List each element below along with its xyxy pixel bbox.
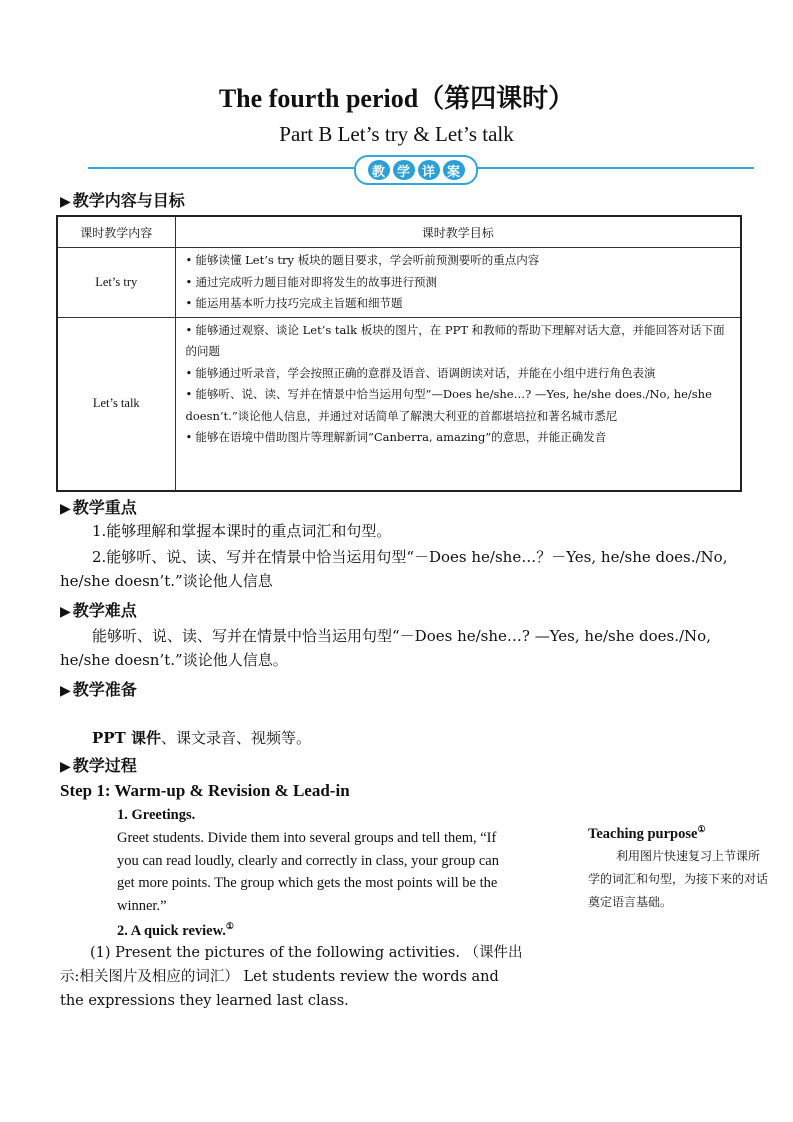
banner-char: 案 [443, 160, 465, 180]
table-row [57, 317, 741, 491]
review-title: 2. A quick review.① [117, 921, 234, 939]
triangle-bullet-icon: ▶ [60, 194, 71, 210]
lesson-cell: Let’s try [57, 248, 175, 318]
section-heading: ▶ 教学难点 [60, 601, 137, 620]
paragraph: 1.能够理解和掌握本课时的重点词汇和句型。 [92, 522, 392, 540]
goal-item: • 能运用基本听力技巧完成主旨题和细节题 [185, 296, 403, 310]
table-header-cell: 课时教学目标 [175, 216, 741, 248]
review-text: (1) Present the pictures of the following activities. （课件出示:相关图片及相应的词汇） Let students review the words and the expressions they learned last class. [60, 945, 523, 1009]
goal-item: • 通过完成听力题目能对即将发生的故事进行预测 [185, 274, 437, 289]
goal-item: • 能够听、说、读、写并在情景中恰当运用句型“—Does he/she…? —Yes, he/she does./No, he/she doesn’t.”谈论他人信息，并通过对话简单了解澳大利亚的首都堪培拉和著名城市悉尼 [185, 387, 712, 423]
page-title: The fourth period（第四课时） [218, 84, 575, 113]
paragraph: 能够听、说、读、写并在情景中恰当运用句型“－Does he/she…? —Yes, he/she does./No, he/she doesn’t.”谈论他人信息。 [60, 627, 711, 669]
teaching-plan-banner [354, 155, 478, 185]
triangle-bullet-icon: ▶ [60, 604, 71, 620]
objectives-table [56, 215, 742, 492]
paragraph: PPT 课件、课文录音、视频等。 [92, 729, 311, 747]
page-subtitle: Part B Let’s try & Let’s talk [279, 122, 514, 146]
paragraph: 2.能够听、说、读、写并在情景中恰当运用句型“－Does he/she…？－Yes, he/she does./No, he/she doesn’t.”谈论他人信息 [60, 548, 728, 590]
sidebar-title: Teaching purpose① [588, 824, 706, 842]
table-header-cell: 课时教学内容 [57, 216, 175, 248]
lesson-cell: Let’s talk [57, 317, 175, 491]
banner-line-left [88, 167, 354, 169]
triangle-bullet-icon: ▶ [60, 501, 71, 517]
goals-cell [175, 317, 741, 491]
step-title: Step 1: Warm-up & Revision & Lead-in [60, 781, 350, 800]
goals-cell [175, 248, 741, 318]
triangle-bullet-icon: ▶ [60, 759, 71, 775]
banner-char: 教 [368, 160, 390, 180]
banner-char: 学 [393, 160, 415, 180]
banner-char: 详 [418, 160, 440, 180]
banner-line-right [474, 167, 754, 169]
section-heading: ▶ 教学准备 [60, 680, 137, 699]
section-heading: ▶ 教学内容与目标 [60, 191, 185, 210]
sidebar-text: 利用图片快速复习上节课所学的词汇和句型，为接下来的对话奠定语言基础。 [588, 849, 769, 909]
triangle-bullet-icon: ▶ [60, 683, 71, 699]
section-heading: ▶ 教学重点 [60, 498, 137, 517]
section-heading: ▶ 教学过程 [60, 756, 137, 775]
greetings-title: 1. Greetings. [117, 807, 196, 823]
table-header-row [57, 216, 741, 248]
goal-item: • 能够通过观察、谈论 Let’s talk 板块的图片，在 PPT 和教师的帮助下理解对话大意，并能回答对话下面的问题 [185, 322, 725, 358]
table-row [57, 248, 741, 318]
goal-item: • 能够读懂 Let’s try 板块的题目要求，学会听前预测要听的重点内容 [185, 253, 540, 267]
goal-item: • 能够在语境中借助图片等理解新词“Canberra, amazing”的意思，并能正确发音 [185, 430, 607, 444]
goal-item: • 能够通过听录音，学会按照正确的意群及语音、语调朗读对话，并能在小组中进行角色表演 [185, 365, 656, 380]
greetings-text: Greet students. Divide them into several groups and tell them, “If you can read loudly, clearly and correctly in class, your group can get more points. The group which gets the most points will be the winner.” [117, 830, 499, 914]
